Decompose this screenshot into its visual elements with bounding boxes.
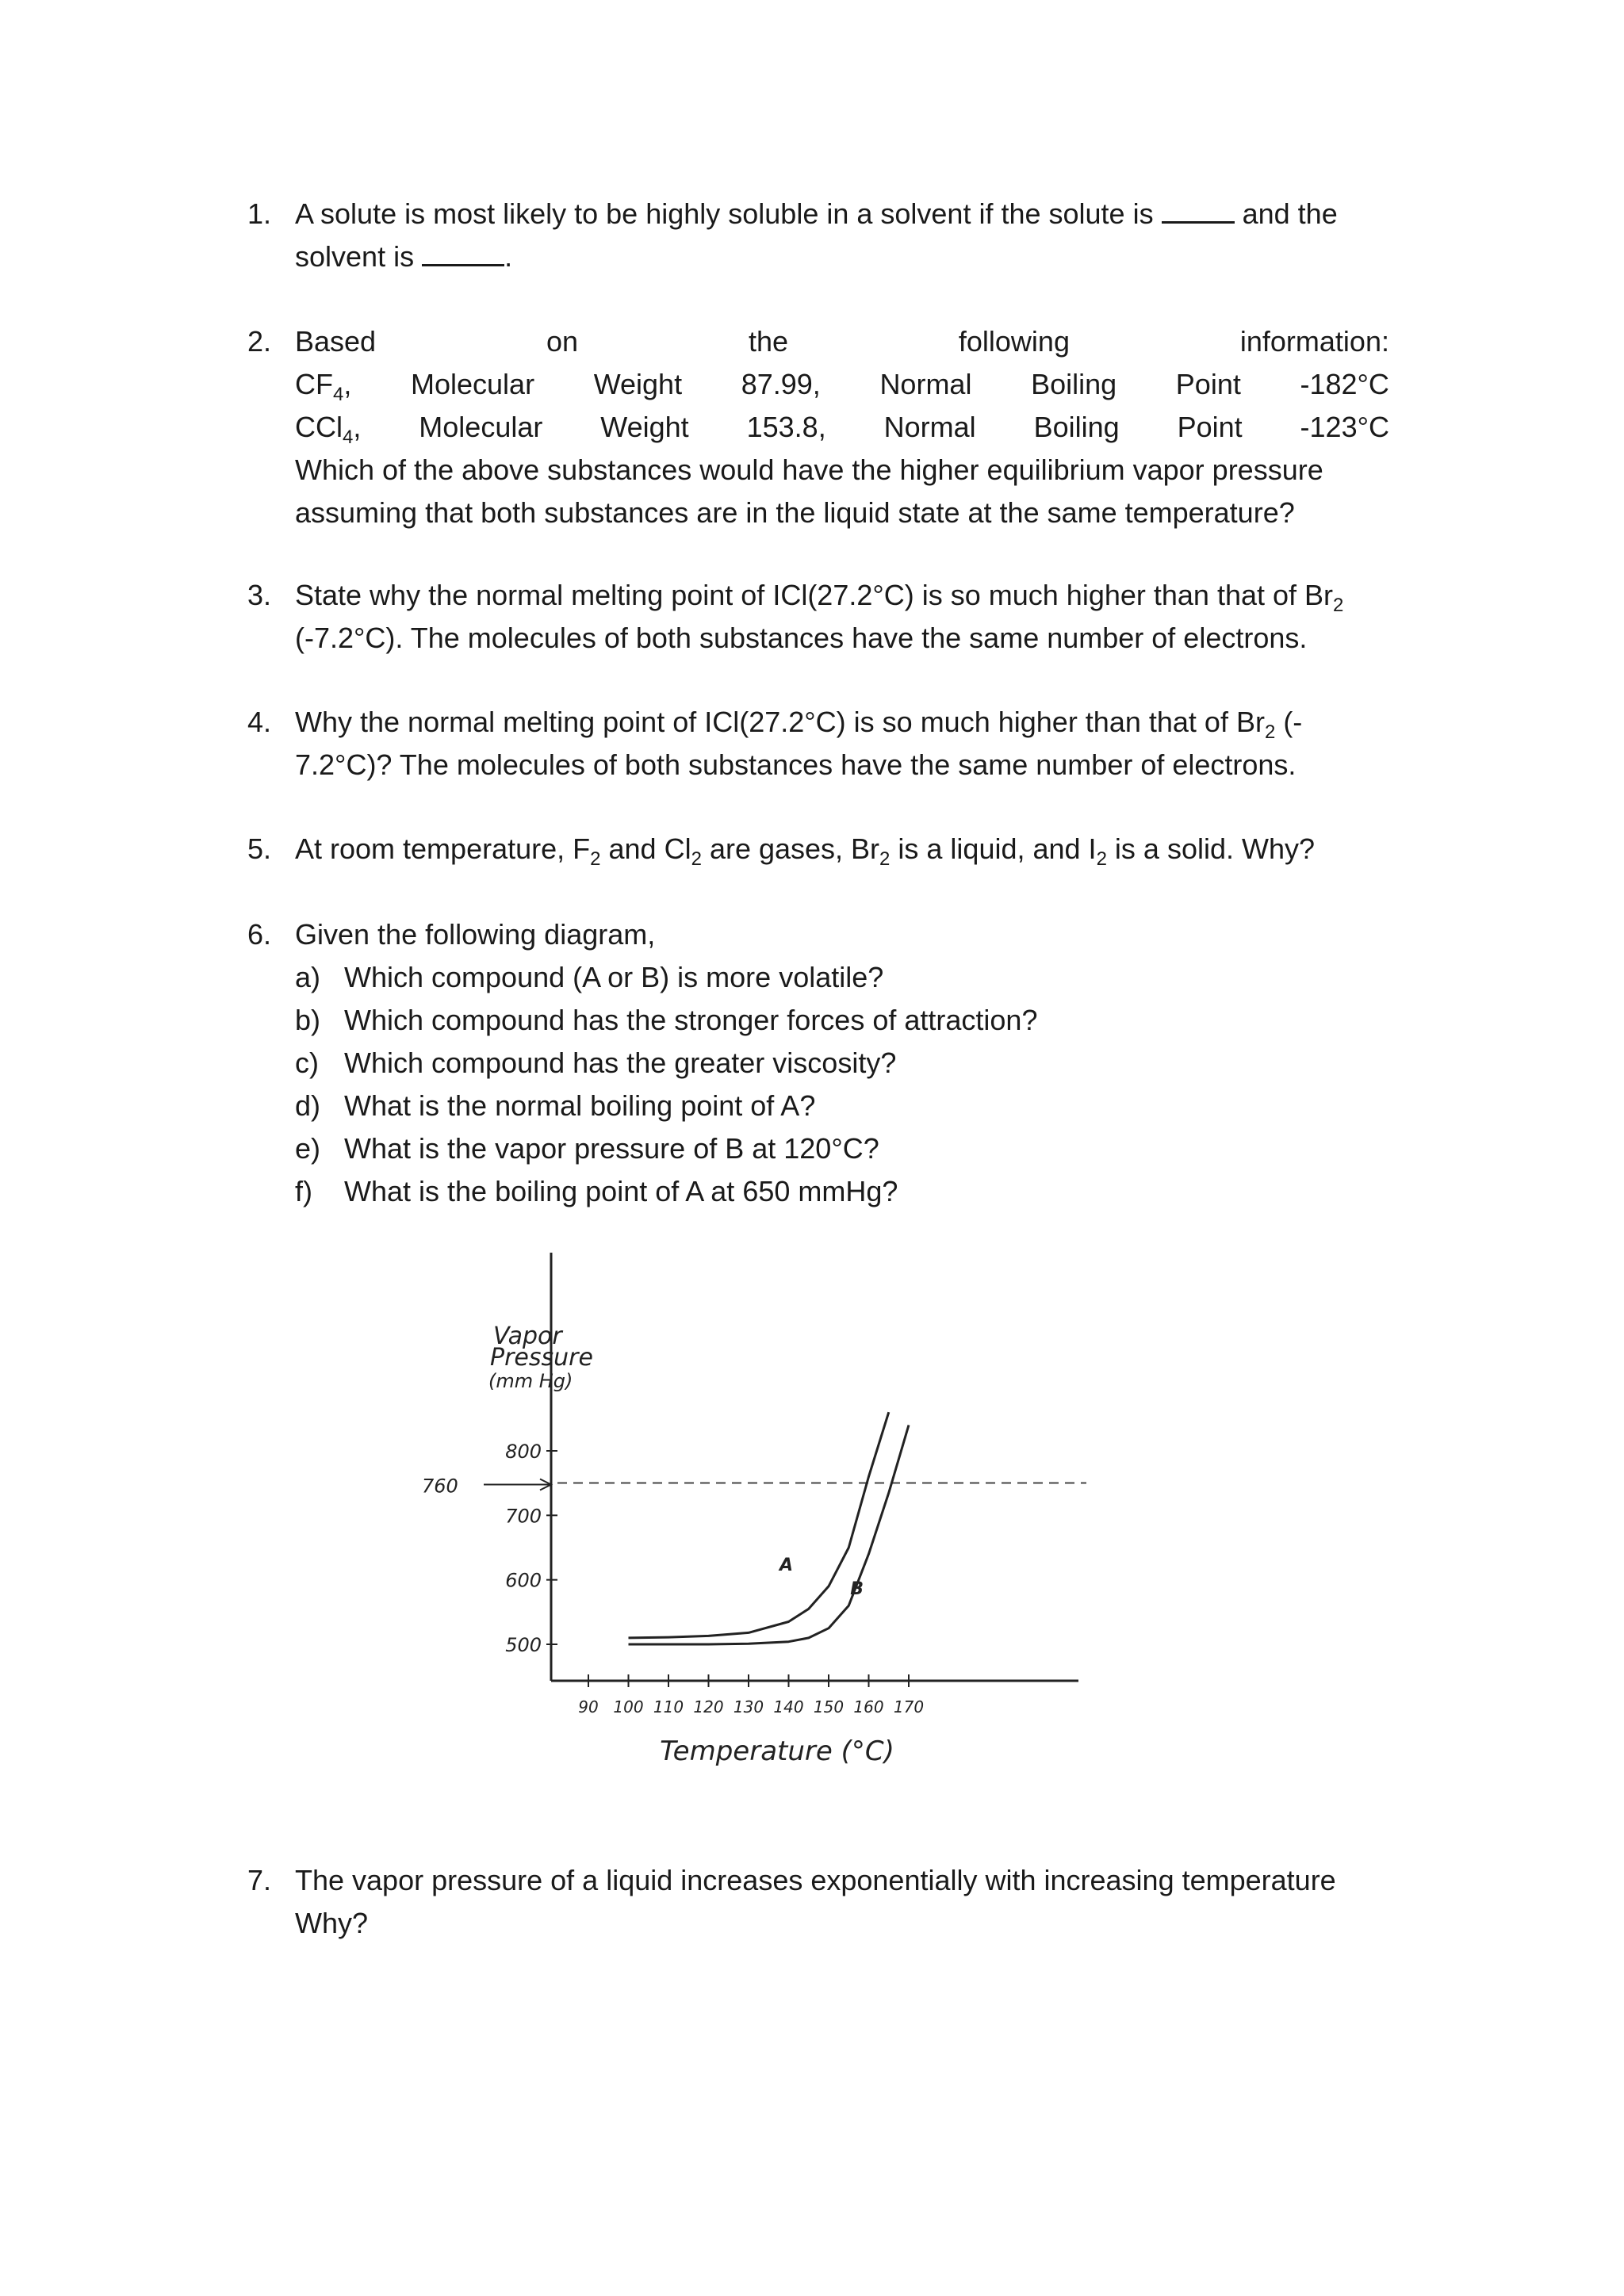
question-7 bbox=[247, 1859, 1389, 1945]
question-number: 5. bbox=[247, 832, 272, 865]
series-label-a: A bbox=[779, 1555, 794, 1575]
data-cell: Weight bbox=[593, 368, 683, 400]
y-tick-label: 600 bbox=[505, 1569, 542, 1592]
x-tick-label: 140 bbox=[773, 1697, 804, 1716]
data-cell: -182°C bbox=[1300, 368, 1389, 400]
formula-ccl4: CCl$_4$, bbox=[295, 411, 362, 449]
question-text: and the bbox=[1242, 197, 1338, 230]
question-text: (-7.2°C). The molecules of both substances have the same number of electrons. bbox=[295, 622, 1308, 654]
question-5: 5. At room temperature, $F_2$ and $Cl_2$ are gases, $Br_2$ is a liquid, and $I_2$ is a solid. Why? bbox=[295, 828, 1389, 871]
question-1 bbox=[247, 193, 1389, 278]
question-text: A solute is most likely to be highly soluble in a solvent if the solute is bbox=[295, 197, 1154, 230]
question-text: Which of the above substances would have the higher equilibrium vapor pressure bbox=[295, 453, 1323, 486]
x-tick-label: 110 bbox=[653, 1697, 684, 1716]
subscript: 2 bbox=[1264, 721, 1276, 744]
question-text: assuming that both substances are in the liquid state at the same temperature? bbox=[295, 496, 1295, 529]
answer-blank bbox=[1162, 194, 1235, 224]
y-tick-label: 800 bbox=[505, 1441, 542, 1463]
intro-word: following bbox=[958, 325, 1070, 358]
data-cell: Molecular bbox=[419, 411, 543, 443]
sub-question: b) Which compound has the stronger forces of attraction? bbox=[295, 1004, 1038, 1036]
y-tick-label: 500 bbox=[505, 1634, 542, 1656]
question-text: . bbox=[504, 240, 513, 273]
series-label-b: B bbox=[850, 1579, 864, 1600]
intro-word: on bbox=[546, 325, 579, 358]
sub-question: d) What is the normal boiling point of A? bbox=[295, 1089, 816, 1122]
sub-question-list bbox=[295, 956, 1389, 1213]
x-tick-label: 100 bbox=[613, 1697, 644, 1716]
question-text: The vapor pressure of a liquid increases exponentially with increasing temperature bbox=[295, 1864, 1336, 1896]
cf4-data-line bbox=[295, 363, 1389, 406]
data-cell: -123°C bbox=[1300, 411, 1389, 443]
question-text: State why the normal melting point of ICl(27.2°C) is so much higher than that of Br bbox=[295, 579, 1334, 611]
answer-blank bbox=[422, 237, 504, 266]
question-text: (- bbox=[1275, 706, 1303, 738]
question-number: 3. bbox=[247, 579, 272, 611]
data-cell: 153.8, bbox=[746, 411, 826, 443]
data-cell: Point bbox=[1177, 411, 1243, 443]
sub-question: f) What is the boiling point of A at 650 mmHg? bbox=[295, 1175, 898, 1207]
ccl4-data-line bbox=[295, 406, 1389, 449]
y-tick-label: 700 bbox=[505, 1505, 542, 1528]
data-cell: Boiling bbox=[1031, 368, 1117, 400]
q2-intro-line bbox=[295, 320, 1389, 363]
x-tick-label: 170 bbox=[893, 1697, 925, 1716]
intro-word: the bbox=[748, 325, 788, 358]
y-axis-label: (mm Hg) bbox=[488, 1370, 573, 1392]
intro-word: Based bbox=[295, 325, 377, 358]
x-tick-label: 120 bbox=[693, 1697, 724, 1716]
x-tick-label: 150 bbox=[813, 1697, 845, 1716]
question-number: 6. bbox=[247, 918, 272, 951]
question-text: Why? bbox=[295, 1907, 369, 1939]
question-number: 4. bbox=[247, 706, 272, 738]
question-6 bbox=[247, 913, 1389, 1213]
question-text: solvent is bbox=[295, 240, 415, 273]
data-cell: 87.99, bbox=[741, 368, 821, 400]
vapor-pressure-chart bbox=[412, 1237, 1094, 1767]
reference-label: 760 bbox=[422, 1475, 458, 1498]
data-cell: Normal bbox=[883, 411, 976, 443]
x-tick-label: 160 bbox=[853, 1697, 884, 1716]
question-number: 1. bbox=[247, 197, 272, 230]
sub-question: e) What is the vapor pressure of B at 120°C? bbox=[295, 1132, 879, 1165]
sub-question: a) Which compound (A or B) is more volatile? bbox=[295, 961, 884, 993]
y-axis-label: Pressure bbox=[490, 1344, 593, 1372]
data-cell: Point bbox=[1175, 368, 1241, 400]
question-text: Given the following diagram, bbox=[295, 918, 656, 951]
data-cell: Molecular bbox=[411, 368, 535, 400]
data-cell: Normal bbox=[879, 368, 972, 400]
question-4 bbox=[247, 701, 1389, 786]
question-text: 7.2°C)? The molecules of both substances have the same number of electrons. bbox=[295, 748, 1297, 781]
data-cell: Boiling bbox=[1033, 411, 1120, 443]
intro-word: information: bbox=[1239, 325, 1389, 358]
series-curve-b bbox=[629, 1425, 910, 1645]
subscript: 2 bbox=[1333, 595, 1344, 617]
question-2 bbox=[247, 320, 1389, 534]
x-tick-label: 90 bbox=[578, 1697, 599, 1716]
x-axis-label: Temperature (°C) bbox=[660, 1735, 894, 1767]
question-number: 7. bbox=[247, 1864, 272, 1896]
question-3 bbox=[247, 574, 1389, 660]
y-axis-label: Vapor bbox=[493, 1322, 562, 1350]
formula-cf4: $CF_4$, bbox=[295, 368, 352, 406]
question-number: 2. bbox=[247, 325, 272, 358]
sub-question: c) Which compound has the greater viscosity? bbox=[295, 1047, 897, 1079]
question-text: Why the normal melting point of ICl(27.2°C) is so much higher than that of Br bbox=[295, 706, 1265, 738]
x-tick-label: 130 bbox=[733, 1697, 764, 1716]
data-cell: Weight bbox=[600, 411, 689, 443]
